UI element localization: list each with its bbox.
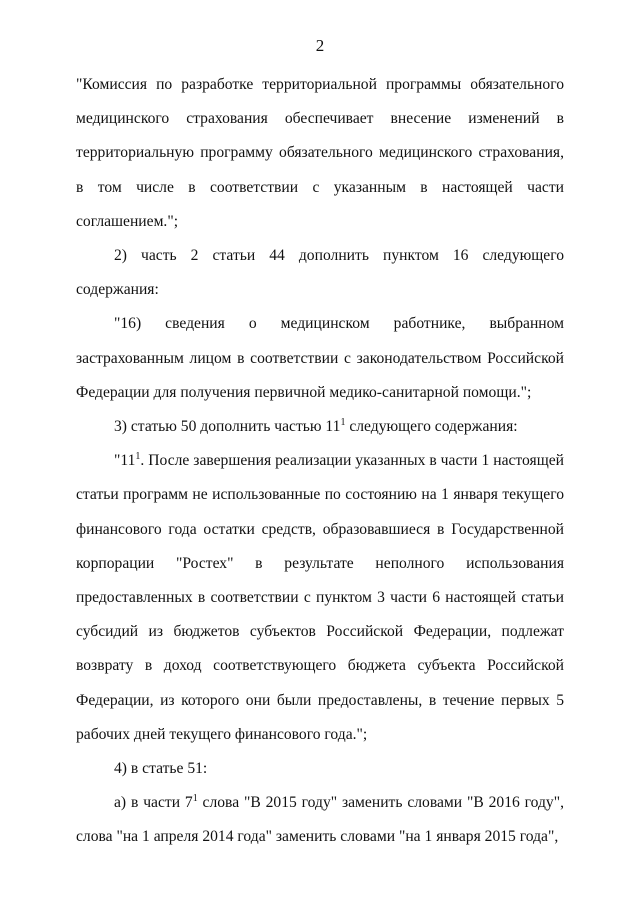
- paragraph-item-3-text-after: следующего содержания:: [345, 418, 518, 436]
- paragraph-commission-quote: "Комиссия по разработке территориальной программы обязательного медицинского страхования обеспечивает внесение изменений в территориальную программу обязательного медицинского страхования, в том числе в соответствии с указанным в настоящей части соглашением.";: [76, 76, 564, 230]
- paragraph-subitem-a-text-after: слова "В 2015 году" заменить словами "В 2016 году", слова "на 1 апреля 2014 года" заменить словами "на 1 января 2015 года",: [76, 794, 564, 846]
- paragraph-subitem-a-superscript: 1: [192, 793, 198, 805]
- paragraph-subitem-a: [76, 786, 564, 854]
- paragraph-item-3-superscript: 1: [340, 417, 346, 429]
- paragraph-part-11-1-quote: [76, 444, 564, 752]
- paragraph-item-3-text-before: 3) статью 50 дополнить частью 11: [114, 418, 341, 436]
- paragraph-item-16-quote: "16) сведения о медицинском работнике, выбранном застрахованным лицом в соответствии с законодательством Российской Федерации для получения первичной медико-санитарной помощи.";: [76, 315, 564, 401]
- document-body: [76, 68, 564, 855]
- paragraph-item-4: 4) в статье 51:: [114, 760, 208, 778]
- paragraph-item-2: 2) часть 2 статьи 44 дополнить пунктом 16 следующего содержания:: [76, 247, 564, 299]
- paragraph-part-11-1-text-after: . После завершения реализации указанных в части 1 настоящей статьи программ не использованные по состоянию на 1 января текущего финансового года остатки средств, образовавшиеся в Государственной корпорации "Ростех" в результате неполного использования предоставленных в соответствии с пунктом 3 части 6 настоящей статьи субсидий из бюджетов субъектов Российской Федерации, подлежат возврату в доход соответствующего бюджета субъекта Российской Федерации, из которого они были предоставлены, в течение первых 5 рабочих дней текущего финансового года.";: [76, 452, 564, 743]
- paragraph-item-3: [76, 410, 564, 444]
- paragraph-part-11-1-text-before: "11: [114, 452, 136, 470]
- paragraph-part-11-1-superscript: 1: [135, 451, 141, 463]
- paragraph-subitem-a-text-before: а) в части 7: [114, 794, 193, 812]
- page-number: 2: [315, 36, 325, 55]
